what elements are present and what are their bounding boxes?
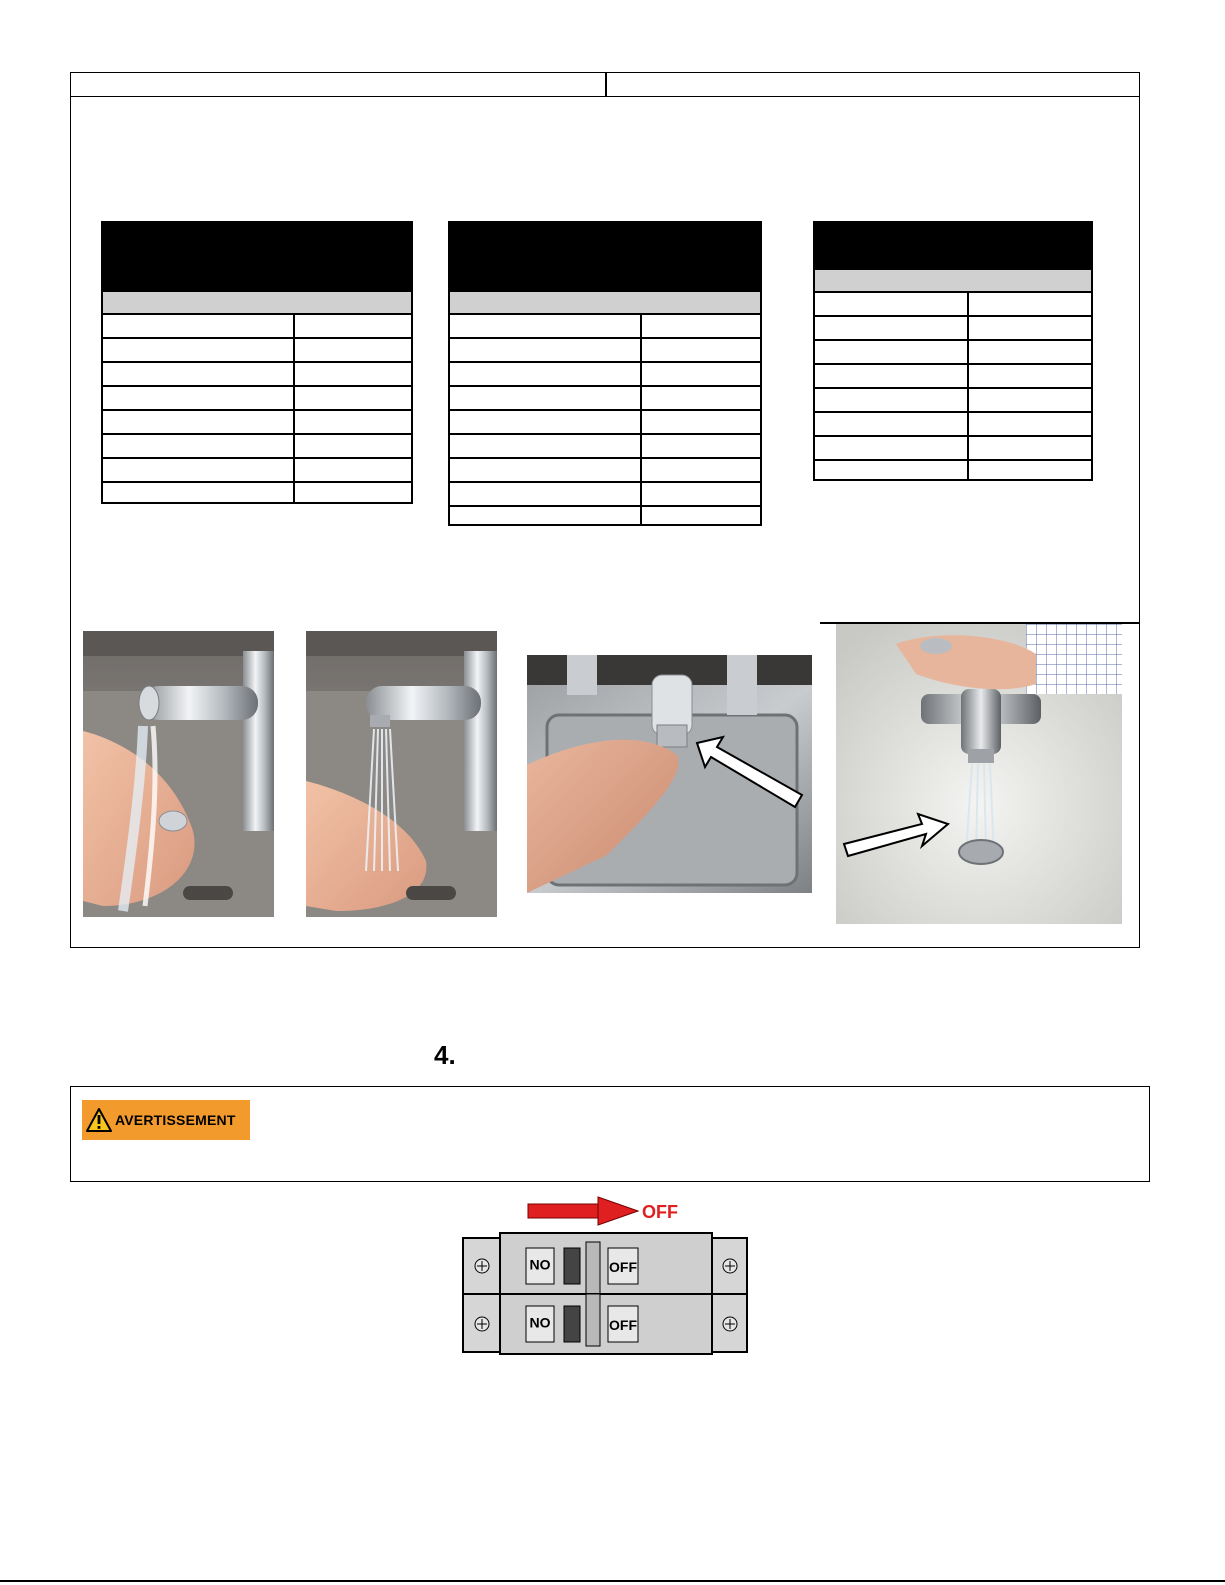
page-bottom-rule [0, 1580, 1225, 1582]
table-row [815, 389, 1091, 413]
breaker-illustration [460, 1196, 750, 1363]
table-row [103, 459, 411, 483]
table-row [815, 365, 1091, 389]
spec-table-header [450, 223, 760, 291]
breaker-on-text: ON [529, 1257, 551, 1273]
table-row [103, 483, 411, 504]
table-row [815, 341, 1091, 365]
table-row [103, 387, 411, 411]
spec-table-3 [813, 221, 1093, 481]
table-row [103, 339, 411, 363]
table-row [450, 411, 760, 435]
photo-unscrew-aerator [527, 655, 812, 893]
spec-table-2 [448, 221, 762, 526]
off-direction-label: OFF [642, 1202, 678, 1222]
breaker-on-text: ON [529, 1315, 551, 1331]
breaker-bottom [463, 1294, 747, 1354]
table-row [815, 317, 1091, 341]
spec-table-1 [101, 221, 413, 504]
photo-faucet-aerator-removed [83, 631, 274, 917]
table-row [815, 293, 1091, 317]
photo-faucet-aerator-installed [306, 631, 497, 917]
warning-badge [82, 1100, 250, 1140]
spec-table-subheader [815, 269, 1091, 293]
spec-table-subheader [103, 291, 411, 315]
table-row [815, 461, 1091, 481]
table-row [103, 435, 411, 459]
table-row [450, 363, 760, 387]
right-arrow-icon [528, 1197, 638, 1225]
breaker-off-text: OFF [609, 1259, 637, 1275]
section-number: 4. [434, 1040, 456, 1070]
table-row [450, 507, 760, 526]
frame-header-divider [605, 72, 607, 97]
spec-table-header [815, 223, 1091, 269]
table-row [450, 459, 760, 483]
warning-triangle-icon [86, 1108, 112, 1132]
breaker-top [463, 1233, 747, 1294]
table-row [815, 413, 1091, 437]
table-row [450, 339, 760, 363]
table-row [103, 315, 411, 339]
table-row [450, 483, 760, 507]
spec-table-header [103, 223, 411, 291]
photo-flush-faucet [836, 624, 1122, 924]
table-row [103, 411, 411, 435]
table-row [450, 435, 760, 459]
table-row [450, 387, 760, 411]
warning-label: AVERTISSEMENT [115, 1112, 236, 1128]
table-row [450, 315, 760, 339]
table-row [103, 363, 411, 387]
breaker-off-text: OFF [609, 1317, 637, 1333]
spec-table-subheader [450, 291, 760, 315]
table-row [815, 437, 1091, 461]
